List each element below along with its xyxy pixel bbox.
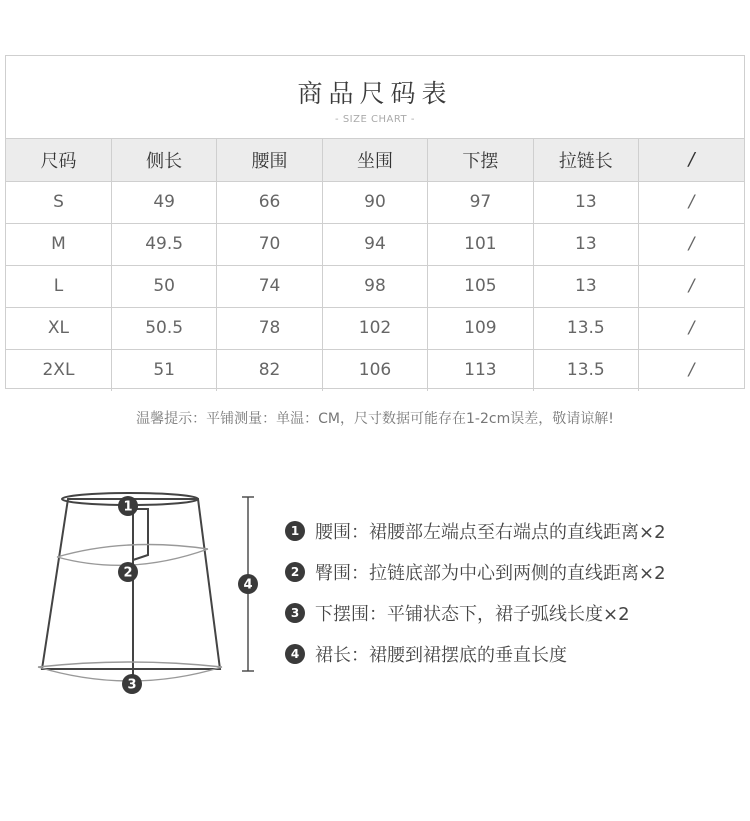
table-cell: 94 [322, 223, 427, 265]
table-row [6, 181, 744, 223]
col-header-side-length: 侧长 [111, 139, 216, 181]
marker-3 [122, 674, 142, 694]
svg-text:4: 4 [243, 577, 253, 593]
size-table [6, 139, 744, 391]
legend-text: 下摆围：平铺状态下，裙子弧线长度×2 [315, 603, 630, 625]
table-cell: 90 [322, 181, 427, 223]
table-cell: 113 [428, 349, 533, 391]
skirt-diagram [30, 485, 270, 700]
legend-text: 裙长：裙腰到裙摆底的垂直长度 [315, 644, 567, 666]
svg-text:1: 1 [123, 499, 133, 515]
table-cell: 13 [533, 181, 638, 223]
table-cell: / [639, 181, 744, 223]
table-row [6, 223, 744, 265]
col-header-zipper: 拉链长 [533, 139, 638, 181]
marker-1 [118, 496, 138, 516]
number-badge: 1 [285, 521, 305, 541]
table-cell: 101 [428, 223, 533, 265]
table-cell: 13 [533, 223, 638, 265]
table-cell: S [6, 181, 111, 223]
table-row [6, 265, 744, 307]
table-cell: / [639, 265, 744, 307]
legend-text: 臀围：拉链底部为中心到两侧的直线距离×2 [315, 562, 666, 584]
col-header-hip: 坐围 [322, 139, 427, 181]
table-cell: 49 [111, 181, 216, 223]
table-cell: 105 [428, 265, 533, 307]
table-cell: 97 [428, 181, 533, 223]
table-cell: 102 [322, 307, 427, 349]
number-badge: 3 [285, 603, 305, 623]
table-cell: 106 [322, 349, 427, 391]
table-cell: / [639, 223, 744, 265]
table-cell: 51 [111, 349, 216, 391]
col-header-waist: 腰围 [217, 139, 322, 181]
legend-item-length [285, 633, 666, 674]
table-cell: 13.5 [533, 349, 638, 391]
table-cell: / [688, 360, 695, 381]
chart-header [6, 56, 744, 139]
table-cell: XL [6, 307, 111, 349]
table-header-row [6, 139, 744, 181]
number-badge: 4 [285, 644, 305, 664]
table-cell: 2XL [6, 349, 111, 391]
legend-text: 腰围：裙腰部左端点至右端点的直线距离×2 [315, 521, 666, 543]
table-row [6, 307, 744, 349]
size-chart [5, 55, 745, 389]
table-cell: 98 [322, 265, 427, 307]
table-cell: 13.5 [533, 307, 638, 349]
table-cell: L [6, 265, 111, 307]
chart-title: 商品尺码表 [297, 79, 453, 108]
table-cell: 82 [217, 349, 322, 391]
chart-subtitle: - SIZE CHART - [335, 114, 415, 125]
skirt-outline [42, 493, 220, 675]
svg-text:3: 3 [127, 677, 137, 693]
table-cell: 66 [217, 181, 322, 223]
table-cell: 70 [217, 223, 322, 265]
svg-text:2: 2 [123, 565, 133, 581]
col-header-blank: / [639, 139, 744, 181]
table-cell: M [6, 223, 111, 265]
legend-item-hip [285, 551, 666, 592]
col-header-size: 尺码 [6, 139, 111, 181]
col-header-hem: 下摆 [428, 139, 533, 181]
legend-item-waist [285, 510, 666, 551]
table-cell: 13 [533, 265, 638, 307]
marker-2 [118, 562, 138, 582]
table-row [6, 349, 744, 391]
table-cell: 50.5 [111, 307, 216, 349]
table-cell: 50 [111, 265, 216, 307]
measurement-tip: 温馨提示：平铺测量：单温：CM，尺寸数据可能存在1-2cm误差，敬请谅解! [136, 411, 614, 427]
table-cell: 49.5 [111, 223, 216, 265]
table-cell: 78 [217, 307, 322, 349]
legend-item-hem [285, 592, 666, 633]
table-cell: 109 [428, 307, 533, 349]
measurement-legend [285, 510, 666, 674]
marker-4 [238, 574, 258, 594]
number-badge: 2 [285, 562, 305, 582]
table-cell: / [639, 307, 744, 349]
table-cell: 74 [217, 265, 322, 307]
